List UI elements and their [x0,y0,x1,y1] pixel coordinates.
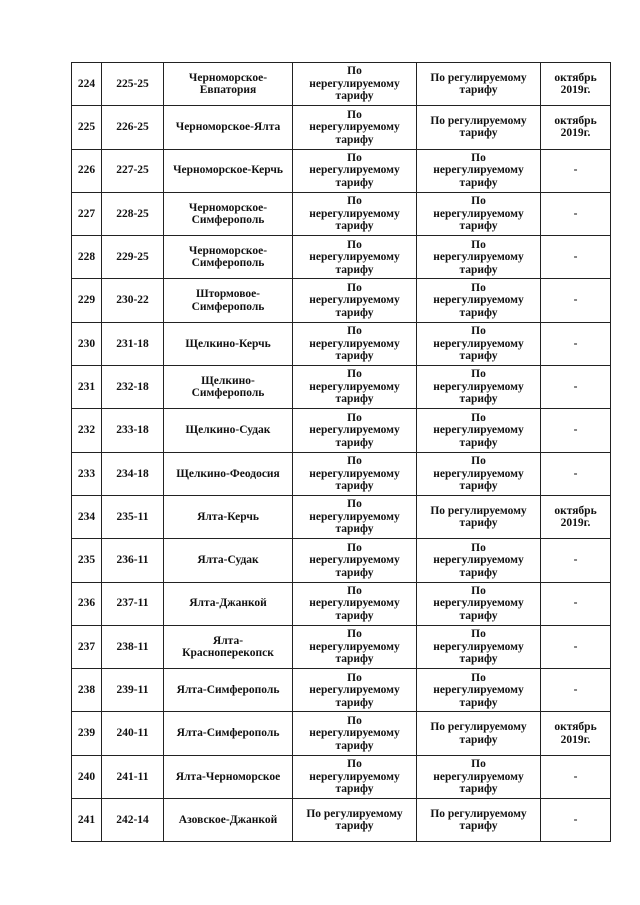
route-code-cell [102,366,164,409]
table-row [72,409,611,452]
current-tariff-cell [293,799,417,842]
change-date: - [573,380,578,393]
route-name: Ялта-Керчь [197,510,259,523]
current-tariff-cell [293,582,417,625]
change-date-cell [541,755,611,798]
route-name-cell [164,279,293,322]
table-row [72,279,611,322]
table-row [72,755,611,798]
planned-tariff: По нерегулируемому тарифу [433,238,524,276]
route-name-cell [164,322,293,365]
planned-tariff-cell [417,192,541,235]
change-date: - [573,597,578,610]
route-name: Ялта-Симферополь [176,727,280,740]
current-tariff: По нерегулируемому тарифу [309,714,400,752]
route-code-cell [102,539,164,582]
route-code: 241-11 [116,770,149,783]
planned-tariff-cell [417,755,541,798]
route-name: Штормовое- Симферополь [191,288,265,313]
table-row [72,712,611,755]
row-number: 228 [77,251,96,264]
route-code: 242-14 [116,813,149,826]
route-name: Ялта-Симферополь [176,684,280,697]
change-date-cell [541,712,611,755]
planned-tariff: По нерегулируемому тарифу [433,628,524,666]
route-code: 228-25 [116,207,149,220]
route-name-cell [164,192,293,235]
change-date: - [573,424,578,437]
planned-tariff: По нерегулируемому тарифу [433,368,524,406]
planned-tariff: По нерегулируемому тарифу [433,325,524,363]
route-code-cell [102,192,164,235]
route-code: 236-11 [116,554,149,567]
route-code: 238-11 [116,640,149,653]
planned-tariff: По нерегулируемому тарифу [433,584,524,622]
change-date-cell [541,495,611,538]
current-tariff: По нерегулируемому тарифу [309,238,400,276]
change-date-cell [541,106,611,149]
change-date: - [573,813,578,826]
current-tariff: По нерегулируемому тарифу [309,108,400,146]
row-number: 232 [77,424,96,437]
change-date: - [573,294,578,307]
route-code-cell [102,799,164,842]
current-tariff-cell [293,279,417,322]
row-number-cell [72,322,102,365]
planned-tariff-cell [417,63,541,106]
planned-tariff-cell [417,539,541,582]
planned-tariff: По регулируемому тарифу [430,504,527,530]
current-tariff: По нерегулируемому тарифу [309,498,400,536]
change-date-cell [541,799,611,842]
planned-tariff-cell [417,279,541,322]
route-code-cell [102,63,164,106]
row-number-cell [72,192,102,235]
change-date: - [573,467,578,480]
route-name-cell [164,452,293,495]
row-number: 235 [77,554,96,567]
planned-tariff-cell [417,625,541,668]
row-number-cell [72,149,102,192]
table-row [72,149,611,192]
route-code: 234-18 [116,467,149,480]
table-row [72,539,611,582]
planned-tariff-cell [417,322,541,365]
planned-tariff: По нерегулируемому тарифу [433,411,524,449]
planned-tariff: По нерегулируемому тарифу [433,671,524,709]
current-tariff-cell [293,495,417,538]
row-number: 231 [77,380,96,393]
current-tariff-cell [293,322,417,365]
planned-tariff: По нерегулируемому тарифу [433,541,524,579]
change-date: - [573,554,578,567]
change-date-cell [541,625,611,668]
route-name: Ялта-Судак [197,554,259,567]
table-row [72,322,611,365]
route-code-cell [102,495,164,538]
current-tariff-cell [293,539,417,582]
route-code-cell [102,149,164,192]
row-number: 229 [77,294,96,307]
row-number: 233 [77,467,96,480]
planned-tariff-cell [417,366,541,409]
planned-tariff: По нерегулируемому тарифу [433,281,524,319]
change-date: - [573,337,578,350]
row-number-cell [72,712,102,755]
change-date: октябрь 2019г. [554,504,597,530]
planned-tariff: По нерегулируемому тарифу [433,195,524,233]
route-code: 237-11 [116,597,149,610]
route-name-cell [164,755,293,798]
row-number: 236 [77,597,96,610]
route-code-cell [102,712,164,755]
change-date: октябрь 2019г. [554,71,597,97]
planned-tariff: По регулируемому тарифу [430,721,527,746]
row-number: 238 [77,684,96,697]
route-code-cell [102,106,164,149]
planned-tariff: По регулируемому тарифу [430,114,527,140]
route-name-cell [164,236,293,279]
current-tariff-cell [293,669,417,712]
planned-tariff-cell [417,409,541,452]
route-code-cell [102,279,164,322]
current-tariff: По нерегулируемому тарифу [309,368,400,406]
row-number: 234 [77,510,96,523]
planned-tariff-cell [417,712,541,755]
route-name: Черноморское- Симферополь [188,244,268,270]
current-tariff-cell [293,106,417,149]
route-name-cell [164,582,293,625]
current-tariff: По регулируемому тарифу [306,807,403,833]
row-number: 241 [77,813,96,826]
route-name: Ялта- Красноперекопск [182,634,274,659]
current-tariff-cell [293,452,417,495]
route-code-cell [102,669,164,712]
planned-tariff: По нерегулируемому тарифу [433,758,524,796]
row-number-cell [72,236,102,279]
route-code-cell [102,755,164,798]
table-row [72,669,611,712]
change-date-cell [541,63,611,106]
route-code: 229-25 [116,251,149,264]
row-number-cell [72,799,102,842]
change-date-cell [541,236,611,279]
route-code: 239-11 [116,684,149,697]
current-tariff: По нерегулируемому тарифу [309,758,400,796]
change-date: октябрь 2019г. [554,721,597,746]
table-row [72,63,611,106]
route-name-cell [164,539,293,582]
routes-table [71,62,611,842]
row-number: 240 [77,770,96,783]
planned-tariff-cell [417,149,541,192]
current-tariff-cell [293,409,417,452]
current-tariff-cell [293,236,417,279]
table-row [72,452,611,495]
row-number-cell [72,582,102,625]
route-name-cell [164,495,293,538]
route-code: 225-25 [116,77,149,90]
change-date-cell [541,582,611,625]
planned-tariff-cell [417,799,541,842]
current-tariff-cell [293,63,417,106]
current-tariff: По нерегулируемому тарифу [309,411,400,449]
route-name: Ялта-Черноморское [175,770,281,783]
change-date: октябрь 2019г. [554,114,597,140]
current-tariff: По нерегулируемому тарифу [309,541,400,579]
route-code-cell [102,452,164,495]
current-tariff-cell [293,192,417,235]
planned-tariff: По регулируемому тарифу [430,807,527,833]
row-number-cell [72,106,102,149]
current-tariff: По нерегулируемому тарифу [309,325,400,363]
current-tariff: По нерегулируемому тарифу [309,628,400,666]
route-code: 231-18 [116,337,149,350]
table-row [72,366,611,409]
route-name-cell [164,366,293,409]
current-tariff: По нерегулируемому тарифу [309,671,400,709]
row-number: 227 [77,207,96,220]
planned-tariff-cell [417,106,541,149]
route-name: Черноморское- Евпатория [188,71,268,97]
routes-table-body [72,63,611,842]
route-code: 227-25 [116,164,149,177]
change-date-cell [541,409,611,452]
planned-tariff-cell [417,452,541,495]
row-number: 239 [77,727,96,740]
change-date: - [573,207,578,220]
current-tariff: По нерегулируемому тарифу [309,584,400,622]
route-name-cell [164,712,293,755]
change-date-cell [541,192,611,235]
row-number-cell [72,625,102,668]
planned-tariff: По нерегулируемому тарифу [433,151,524,189]
row-number: 225 [77,121,96,134]
row-number: 237 [77,640,96,653]
change-date-cell [541,149,611,192]
row-number-cell [72,755,102,798]
planned-tariff: По регулируемому тарифу [430,71,527,97]
row-number: 226 [77,164,96,177]
change-date: - [573,770,578,783]
route-code: 233-18 [116,424,149,437]
route-code: 240-11 [116,727,149,740]
route-name: Щелкино-Керчь [185,337,271,350]
row-number-cell [72,452,102,495]
route-name: Азовское-Джанкой [178,813,278,826]
route-name: Черноморское-Ялта [175,121,281,134]
change-date: - [573,684,578,697]
table-row [72,106,611,149]
planned-tariff-cell [417,582,541,625]
current-tariff: По нерегулируемому тарифу [309,65,400,103]
route-name-cell [164,149,293,192]
row-number-cell [72,409,102,452]
current-tariff: По нерегулируемому тарифу [309,151,400,189]
route-name-cell [164,106,293,149]
row-number-cell [72,63,102,106]
route-code-cell [102,409,164,452]
route-code-cell [102,625,164,668]
change-date-cell [541,539,611,582]
change-date-cell [541,452,611,495]
current-tariff-cell [293,712,417,755]
change-date-cell [541,669,611,712]
route-name: Щелкино-Феодосия [176,467,280,480]
current-tariff: По нерегулируемому тарифу [309,195,400,233]
row-number-cell [72,366,102,409]
row-number: 224 [77,77,96,90]
current-tariff-cell [293,149,417,192]
route-code: 230-22 [116,294,149,307]
row-number-cell [72,669,102,712]
current-tariff-cell [293,625,417,668]
planned-tariff: По нерегулируемому тарифу [433,455,524,493]
route-name-cell [164,409,293,452]
change-date-cell [541,279,611,322]
route-name-cell [164,63,293,106]
change-date: - [573,251,578,264]
current-tariff: По нерегулируемому тарифу [309,281,400,319]
change-date: - [573,164,578,177]
table-row [72,236,611,279]
route-code-cell [102,322,164,365]
route-code-cell [102,582,164,625]
planned-tariff-cell [417,495,541,538]
table-row [72,495,611,538]
route-name-cell [164,625,293,668]
route-name-cell [164,799,293,842]
route-code: 226-25 [116,121,149,134]
row-number: 230 [77,337,96,350]
row-number-cell [72,279,102,322]
table-row [72,799,611,842]
row-number-cell [72,495,102,538]
current-tariff-cell [293,755,417,798]
route-code: 235-11 [116,510,149,523]
route-name-cell [164,669,293,712]
route-name: Ялта-Джанкой [189,597,267,610]
table-row [72,192,611,235]
change-date: - [573,640,578,653]
planned-tariff-cell [417,236,541,279]
route-name: Щелкино-Судак [185,424,271,437]
table-row [72,582,611,625]
route-code-cell [102,236,164,279]
route-name: Черноморское- Симферополь [188,201,268,227]
current-tariff-cell [293,366,417,409]
table-row [72,625,611,668]
route-name: Черноморское-Керчь [173,164,283,177]
current-tariff: По нерегулируемому тарифу [309,455,400,493]
change-date-cell [541,366,611,409]
route-code: 232-18 [116,380,149,393]
planned-tariff-cell [417,669,541,712]
route-name: Щелкино- Симферополь [191,374,265,400]
row-number-cell [72,539,102,582]
change-date-cell [541,322,611,365]
